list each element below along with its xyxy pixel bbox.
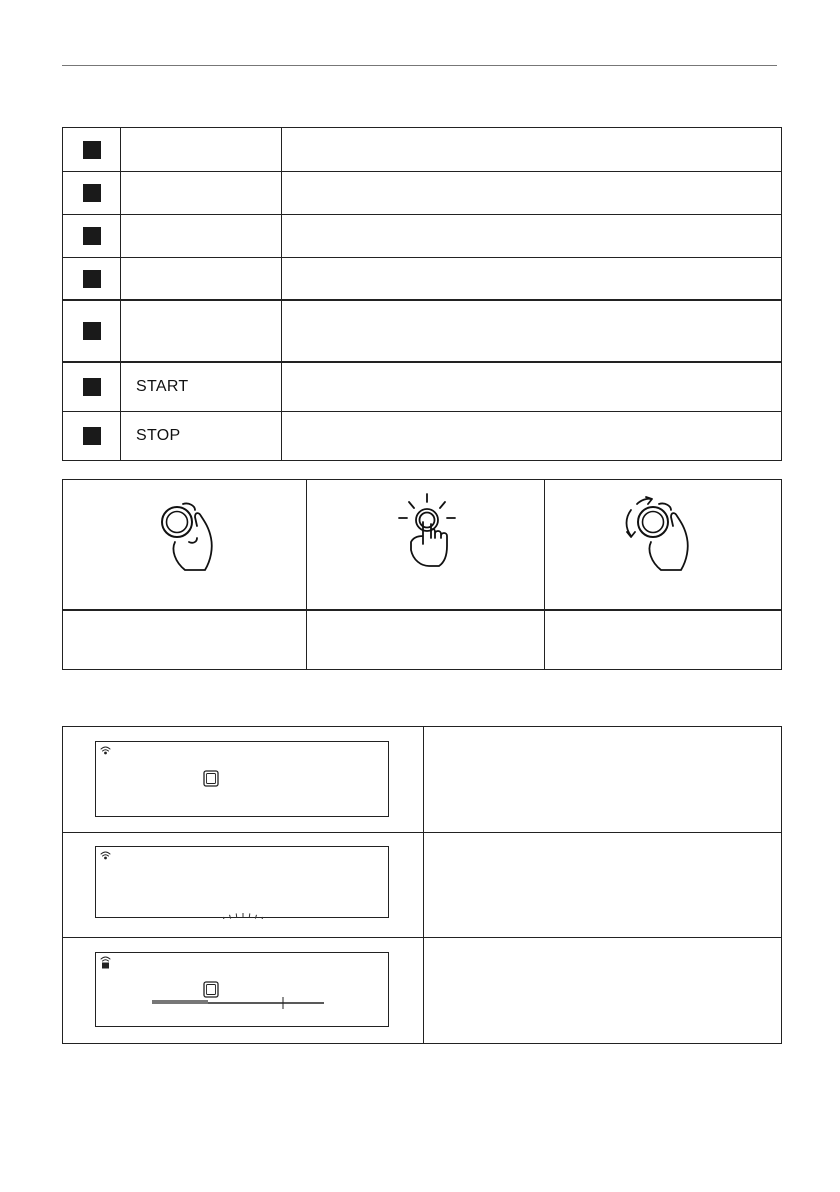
row-description [282,172,781,214]
gesture-caption [545,611,781,669]
table-row [63,257,781,299]
row-description [282,301,781,361]
row-label [121,301,282,361]
progress-bar [152,997,324,1009]
row-number-cell [63,412,121,460]
row-marker-icon [83,184,101,202]
controls-table [62,127,782,461]
table-row [63,299,781,361]
row-number-cell [63,215,121,257]
header-rule [62,65,777,66]
wifi-icon [101,747,110,754]
row-number-cell [63,172,121,214]
row-label [121,128,282,171]
screen-description [424,938,781,1043]
row-description [282,363,781,411]
start-label: START [121,363,282,411]
dial-scale-icon [198,913,288,919]
dial-tick [261,917,263,919]
table-row [63,361,781,411]
row-marker-icon [83,141,101,159]
row-marker-icon [83,270,101,288]
gesture-caption [307,611,544,669]
gesture-caption [63,611,306,669]
oven-icon [204,982,218,997]
display-screen [95,952,389,1027]
wifi-lock-icon [101,957,110,968]
row-description [282,128,781,171]
row-description [282,215,781,257]
display-screen [95,846,389,918]
table-row [63,411,781,460]
row-number-cell [63,301,121,361]
display-table [62,726,782,1044]
row-marker-icon [83,378,101,396]
stop-label: STOP [121,412,282,460]
row-label [121,215,282,257]
dial-tick [223,917,225,919]
screen-description [424,833,781,937]
gesture-table [62,479,782,670]
oven-icon [204,771,218,786]
hand-grip-knob-icon [153,498,217,574]
display-screen [95,741,389,817]
table-row [63,214,781,257]
row-marker-icon [83,427,101,445]
row-marker-icon [83,227,101,245]
row-marker-icon [83,322,101,340]
table-row [63,171,781,214]
row-number-cell [63,363,121,411]
screen-description [424,727,781,832]
table-row [63,128,781,171]
dial-tick [230,915,231,919]
dial-tick [236,913,237,917]
finger-press-knob-icon [393,492,459,570]
row-number-cell [63,128,121,171]
dial-tick [255,915,256,919]
wifi-icon [101,852,110,859]
row-label [121,172,282,214]
row-description [282,258,781,299]
row-description [282,412,781,460]
row-label [121,258,282,299]
hand-turn-knob-icon [617,496,693,574]
row-number-cell [63,258,121,299]
dial-tick [249,913,250,917]
